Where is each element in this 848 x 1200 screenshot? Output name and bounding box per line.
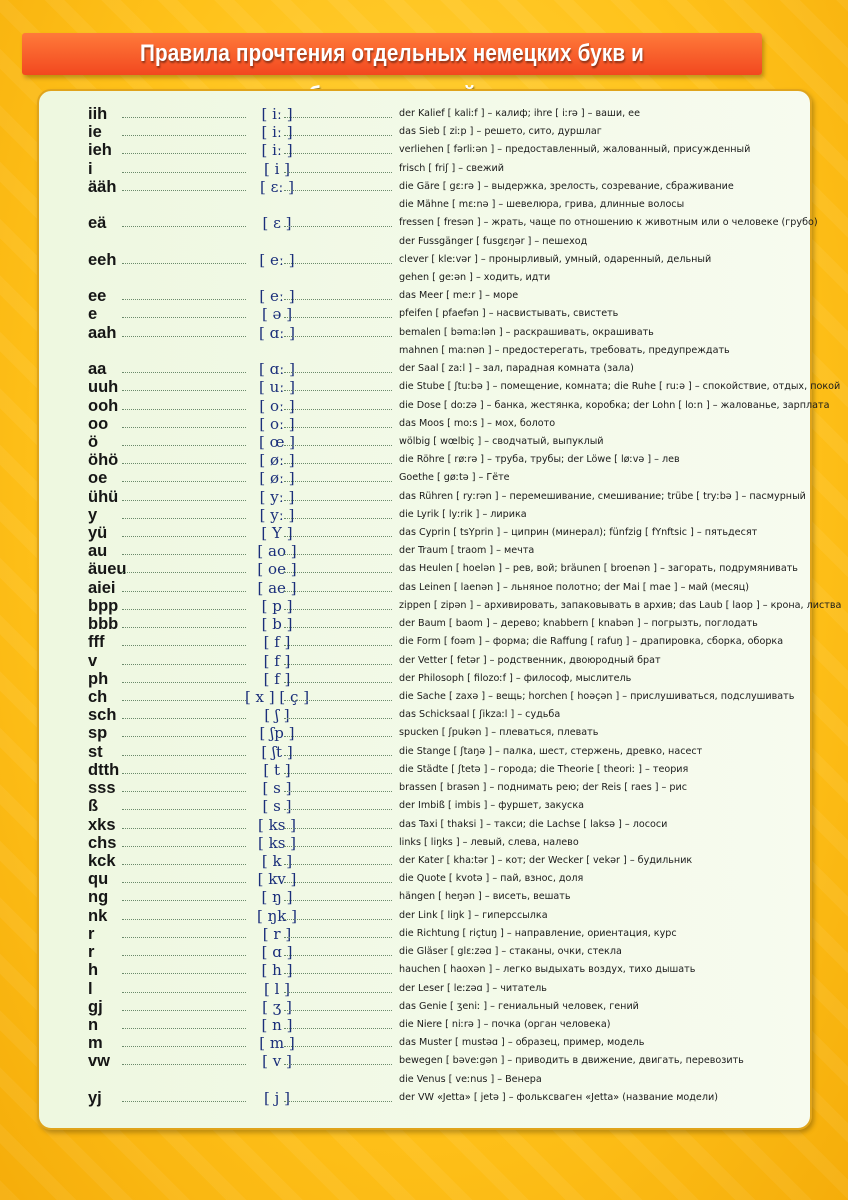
example-text: das Muster [ mustəɑ ] – образец, пример, модель	[399, 1037, 645, 1049]
transcription: [ f ]	[263, 651, 291, 670]
transcription: [ iː ]	[261, 141, 293, 160]
dotted-leader	[284, 682, 392, 683]
transcription: [ ks ]	[257, 815, 297, 834]
transcription: [ ɑː ]	[259, 323, 295, 342]
letter-combination: m	[88, 1034, 103, 1053]
example-text: das Sieb [ ziːp ] – решето, сито, дуршлаг	[399, 126, 602, 138]
example-text: die Quote [ kvotə ] – пай, взнос, доля	[399, 873, 584, 885]
transcription: [ œ ]	[258, 432, 296, 451]
letter-combination: chs	[88, 833, 117, 852]
example-text: das Genie [ ʒeniː ] – гениальный человек, гений	[399, 1000, 639, 1012]
letter-combination: sss	[88, 779, 116, 798]
dotted-leader	[284, 554, 392, 555]
letter-combination: bpp	[88, 596, 119, 615]
letter-combination: ee	[88, 287, 107, 306]
rule-row	[88, 141, 798, 159]
dotted-leader	[284, 645, 392, 646]
dotted-leader	[284, 718, 392, 719]
rule-row	[88, 196, 798, 214]
transcription: [ r ]	[262, 924, 292, 943]
letter-combination: h	[88, 961, 99, 980]
letter-combination: ch	[88, 688, 108, 706]
dotted-leader	[284, 336, 392, 337]
example-text: brassen [ brasən ] – поднимать рею; der Reis [ raes ] – рис	[399, 782, 687, 794]
letter-combination: gj	[88, 997, 103, 1016]
dotted-leader	[284, 117, 392, 118]
transcription: [ s ]	[262, 779, 292, 798]
rule-row	[88, 433, 798, 451]
example-text: der Leser [ leːzəɑ ] – читатель	[399, 982, 547, 994]
example-text: das Cyprin [ tsYprin ] – циприн (минерал); fünfzig [ fYnftsic ] – пятьдесят	[399, 527, 758, 539]
rule-row	[88, 342, 798, 360]
transcription: [ ao ]	[257, 542, 297, 561]
rule-row	[88, 469, 798, 487]
rule-row	[88, 670, 798, 688]
example-text: verliehen [ fərliːən ] – предоставленный, жалованный, присужденный	[399, 144, 751, 156]
rule-row	[88, 324, 798, 342]
example-text: spucken [ ʃpukən ] – плеваться, плевать	[399, 727, 599, 739]
transcription: [ øː ]	[259, 451, 295, 470]
transcription: [ v ]	[262, 1052, 292, 1071]
dotted-leader	[284, 955, 392, 956]
transcription: [ ks ]	[257, 833, 297, 852]
example-text: der Saal [ zaːl ] – зал, парадная комната (зала)	[399, 363, 634, 375]
dotted-leader	[284, 627, 392, 628]
example-text: hängen [ heŋən ] – висеть, вешать	[399, 891, 571, 903]
example-text: die Sache [ zaxə ] – вещь; horchen [ hoəçən ] – прислушиваться, подслушивать	[399, 691, 795, 702]
example-text: der VW «Jetta» [ jetə ] – фольксваген «Jetta» (название модели)	[399, 1091, 718, 1103]
transcription: [ yː ]	[259, 487, 295, 506]
transcription: [ ae ]	[257, 578, 297, 597]
dotted-leader	[284, 317, 392, 318]
transcription: [ uː ]	[259, 378, 295, 397]
example-text: der Kater [ khaːtər ] – кот; der Wecker [ vekər ] – будильник	[399, 854, 693, 866]
dotted-leader	[284, 900, 392, 901]
rule-row	[88, 160, 798, 178]
rule-row	[88, 105, 798, 123]
letter-combination: iih	[88, 105, 108, 123]
transcription: [ Y ]	[261, 524, 293, 543]
letter-combination: ö	[88, 432, 99, 451]
example-text: der Traum [ traom ] – мечта	[399, 545, 535, 557]
transcription: [ ɛ ]	[262, 214, 292, 233]
transcription: [ yː ]	[259, 505, 295, 524]
rule-row	[88, 724, 798, 742]
example-text: bewegen [ bəveːgən ] – приводить в движение, двигать, перевозить	[399, 1055, 744, 1067]
letter-combination: i	[88, 159, 93, 178]
letter-combination: äueu	[88, 560, 127, 579]
dotted-leader	[284, 190, 392, 191]
letter-combination: vw	[88, 1052, 111, 1071]
dotted-leader	[284, 226, 392, 227]
example-text: die Lyrik [ lyːrik ] – лирика	[399, 508, 527, 520]
example-text: die Richtung [ riçtuŋ ] – направление, ориентация, курс	[399, 927, 677, 939]
rule-row	[88, 269, 798, 287]
letter-combination: au	[88, 542, 108, 561]
dotted-leader	[284, 755, 392, 756]
letter-combination: r	[88, 924, 95, 943]
transcription: [ b ]	[261, 615, 293, 634]
dotted-leader	[284, 299, 392, 300]
rule-row	[88, 1034, 798, 1052]
transcription: [ ɛː ]	[259, 177, 295, 196]
letter-combination: fff	[88, 633, 105, 652]
rule-row	[88, 1052, 798, 1070]
rule-row	[88, 688, 798, 706]
transcription: [ ɑ ]	[261, 943, 293, 962]
letter-combination: ieh	[88, 141, 112, 160]
dotted-leader	[284, 736, 392, 737]
rule-row	[88, 378, 841, 397]
transcription: [ ʒ ]	[262, 997, 292, 1016]
example-text: die Niere [ niːrə ] – почка (орган человека)	[399, 1018, 611, 1030]
example-text: zippen [ zipən ] – архивировать, запаковывать в архив; das Laub [ laop ] – крона, листва	[399, 599, 842, 611]
rule-row	[88, 1071, 798, 1089]
letter-combination: nk	[88, 906, 108, 925]
letter-combination: aa	[88, 360, 107, 379]
dotted-leader	[284, 1064, 392, 1065]
example-text: frisch [ friʃ ] – свежий	[399, 162, 505, 174]
example-text: die Städte [ ʃtetə ] – города; die Theorie [ theoriː ] – теория	[399, 763, 689, 775]
example-text: das Meer [ meːr ] – море	[399, 290, 519, 302]
rule-row	[88, 615, 798, 633]
transcription: [ n ]	[261, 1015, 293, 1034]
example-text: Goethe [ gøːtə ] – Гёте	[399, 472, 510, 484]
example-text: das Taxi [ thaksi ] – такси; die Lachse [ laksə ] – лососи	[399, 818, 668, 830]
letter-combination: yü	[88, 524, 108, 543]
example-text: pfeifen [ pfaefən ] – насвистывать, свистеть	[399, 308, 619, 320]
rule-row	[88, 888, 798, 906]
letter-combination: r	[88, 943, 95, 962]
letter-combination: oe	[88, 469, 108, 488]
example-text: das Heulen [ hoelən ] – рев, вой; bräunen [ broenən ] – загорать, подрумянивать	[399, 563, 798, 575]
dotted-leader	[284, 409, 392, 410]
rule-row	[88, 961, 798, 979]
letter-combination: ß	[88, 797, 99, 816]
transcription: [ s ]	[262, 797, 292, 816]
example-text: mahnen [ maːnən ] – предостерегать, требовать, предупреждать	[399, 344, 730, 356]
example-text: das Rühren [ ryːrən ] – перемешивание, смешивание; trübe [ tryːbə ] – пасмурный	[399, 490, 806, 502]
rule-row	[88, 652, 798, 670]
transcription: [ x ] [ ç ]	[244, 688, 310, 706]
transcription: [ f ]	[263, 633, 291, 652]
example-text: der Link [ liŋk ] – гиперссылка	[399, 909, 548, 921]
example-text: die Stube [ ʃtuːbə ] – помещение, комната; die Ruhe [ ruːə ] – спокойствие, отдых, покой	[399, 381, 841, 393]
letter-combination: ng	[88, 888, 109, 907]
rule-row	[88, 1089, 798, 1107]
dotted-leader	[284, 992, 392, 993]
example-text: die Mähne [ mɛːnə ] – шевелюра, грива, длинные волосы	[399, 199, 685, 211]
dotted-leader	[284, 791, 392, 792]
dotted-leader	[284, 609, 392, 610]
letter-combination: st	[88, 742, 103, 761]
rule-row	[88, 542, 798, 560]
transcription: [ ɑː ]	[259, 360, 295, 379]
letter-combination: ie	[88, 123, 102, 142]
letter-combination: aah	[88, 323, 117, 342]
example-text: das Leinen [ laenən ] – льняное полотно; der Mai [ mae ] – май (месяц)	[399, 581, 750, 593]
transcription: [ oe ]	[257, 560, 297, 579]
transcription: [ iː ]	[261, 105, 293, 123]
transcription: [ ŋ ]	[261, 888, 293, 907]
rule-row	[88, 396, 830, 415]
rule-row	[88, 1016, 798, 1034]
rule-row	[88, 706, 798, 724]
rules-panel	[37, 89, 842, 1130]
letter-combination: ääh	[88, 177, 117, 196]
page-title: Правила прочтения отдельных немецких букв и	[139, 40, 645, 67]
rule-row	[88, 487, 806, 506]
example-text: das Moos [ moːs ] – мох, болото	[399, 417, 556, 429]
dotted-leader	[284, 500, 392, 501]
dotted-leader	[284, 809, 392, 810]
rule-row	[88, 214, 818, 233]
transcription: [ eː ]	[259, 287, 295, 306]
dotted-leader	[284, 937, 392, 938]
dotted-leader	[284, 828, 392, 829]
rule-row	[88, 415, 798, 433]
rule-row	[88, 907, 798, 925]
dotted-leader	[284, 518, 392, 519]
rule-row	[88, 870, 798, 888]
rule-row	[88, 506, 798, 524]
dotted-leader	[284, 536, 392, 537]
rule-row	[88, 925, 798, 943]
transcription: [ p ]	[261, 596, 293, 615]
example-text: die Dose [ doːzə ] – банка, жестянка, коробка; der Lohn [ loːn ] – жалованье, зарплата	[399, 399, 830, 411]
dotted-leader	[284, 172, 392, 173]
transcription: [ t ]	[263, 760, 291, 779]
rule-row	[88, 743, 798, 761]
rule-row	[88, 797, 798, 815]
dotted-leader	[284, 153, 392, 154]
rule-row	[88, 360, 798, 378]
rule-row	[88, 251, 798, 269]
transcription: [ ŋk ]	[257, 906, 297, 925]
letter-combination: v	[88, 651, 98, 670]
rule-row	[88, 560, 798, 578]
letter-combination: qu	[88, 870, 109, 889]
letter-combination: uuh	[88, 378, 119, 397]
dotted-leader	[284, 135, 392, 136]
letter-combination: l	[88, 979, 93, 998]
transcription: [ j ]	[264, 1088, 290, 1107]
dotted-leader	[284, 973, 392, 974]
example-text: bemalen [ bəmaːlən ] – раскрашивать, окрашивать	[399, 326, 654, 338]
letter-combination: oo	[88, 414, 109, 433]
letter-combination: bbb	[88, 615, 119, 634]
rule-row	[88, 305, 798, 323]
dotted-leader	[284, 1028, 392, 1029]
rule-row	[88, 943, 798, 961]
rule-row	[88, 524, 798, 542]
rule-row	[88, 980, 798, 998]
dotted-leader	[284, 572, 392, 573]
letter-combination: ph	[88, 669, 109, 688]
rule-row	[88, 287, 798, 305]
transcription: [ iː ]	[261, 123, 293, 142]
letter-combination: xks	[88, 815, 116, 834]
transcription: [ ʃ ]	[264, 706, 290, 725]
dotted-leader	[284, 773, 392, 774]
transcription: [ øː ]	[259, 469, 295, 488]
letter-combination: kck	[88, 851, 116, 870]
rule-row	[88, 123, 798, 141]
dotted-leader	[284, 445, 392, 446]
letter-combination: ooh	[88, 396, 119, 415]
rule-row	[88, 178, 798, 196]
letter-combination: eä	[88, 214, 107, 233]
transcription: [ ʃp ]	[259, 724, 295, 743]
dotted-leader	[284, 846, 392, 847]
example-text: das Schicksaal [ ʃikzaːl ] – судьба	[399, 709, 561, 721]
rule-row	[88, 633, 798, 651]
dotted-leader	[284, 372, 392, 373]
rule-row	[88, 852, 798, 870]
example-text: wölbig [ wœlbiç ] – сводчатый, выпуклый	[399, 435, 604, 447]
transcription: [ l ]	[263, 979, 291, 998]
rule-row	[88, 761, 798, 779]
example-text: der Baum [ baom ] – дерево; knabbern [ knabən ] – погрызть, поглодать	[399, 618, 758, 630]
example-text: links [ liŋks ] – левый, слева, налево	[399, 836, 579, 848]
rule-row	[88, 451, 798, 469]
example-text: der Imbiß [ imbis ] – фуршет, закуска	[399, 800, 584, 812]
dotted-leader	[284, 463, 392, 464]
transcription: [ k ]	[261, 851, 293, 870]
example-text: die Gäre [ gɛːrə ] – выдержка, зрелость, созревание, сбраживание	[399, 180, 734, 192]
rules-list	[88, 105, 842, 1107]
rule-row	[88, 816, 798, 834]
dotted-leader	[284, 427, 392, 428]
example-text: die Röhre [ røːrə ] – труба, трубы; der Löwe [ løːvə ] – лев	[399, 454, 680, 466]
rule-row	[88, 596, 842, 615]
dotted-leader	[284, 700, 392, 701]
transcription: [ h ]	[261, 961, 293, 980]
transcription: [ ʃt ]	[261, 742, 293, 761]
dotted-leader	[284, 1010, 392, 1011]
transcription: [ i ]	[263, 159, 291, 178]
dotted-leader	[284, 664, 392, 665]
letter-combination: öhö	[88, 451, 119, 470]
example-text: der Vetter [ fetər ] – родственник, двоюродный брат	[399, 654, 661, 666]
rule-row	[88, 579, 798, 597]
transcription: [ f ]	[263, 669, 291, 688]
transcription: [ kv ]	[257, 870, 297, 889]
letter-combination: sp	[88, 724, 108, 743]
example-text: die Gläser [ glɛːzəɑ ] – стаканы, очки, стекла	[399, 946, 622, 958]
example-text: der Philosoph [ filozoːf ] – философ, мыслитель	[399, 672, 632, 684]
transcription: [ m ]	[259, 1034, 295, 1053]
letter-combination: n	[88, 1015, 99, 1034]
dotted-leader	[284, 864, 392, 865]
dotted-leader	[284, 919, 392, 920]
letter-combination: aiei	[88, 578, 116, 597]
example-text: clever [ kleːvər ] – пронырливый, умный, одаренный, дельный	[399, 253, 712, 265]
transcription: [ ə ]	[261, 305, 293, 324]
rule-row	[88, 233, 798, 251]
example-text: die Venus [ veːnus ] – Венера	[399, 1073, 542, 1085]
dotted-leader	[284, 882, 392, 883]
dotted-leader	[284, 263, 392, 264]
dotted-leader	[284, 1046, 392, 1047]
letter-combination: sch	[88, 706, 117, 725]
letter-combination: eeh	[88, 250, 117, 269]
rule-row	[88, 779, 798, 797]
transcription: [ oː ]	[259, 414, 295, 433]
example-text: der Kalief [ kaliːf ] – калиф; ihre [ iːrə ] – ваши, ее	[399, 108, 640, 119]
letter-combination: y	[88, 505, 98, 524]
dotted-leader	[284, 591, 392, 592]
example-text: die Form [ foəm ] – форма; die Raffung [ rafuŋ ] – драпировка, сборка, оборка	[399, 636, 784, 648]
rule-row	[88, 998, 798, 1016]
rule-row	[88, 834, 798, 852]
letter-combination: dtth	[88, 760, 120, 779]
example-text: fressen [ fresən ] – жрать, чаще по отношению к животным или о человеке (грубо)	[399, 217, 818, 229]
title-banner	[22, 33, 762, 75]
example-text: die Stange [ ʃtaŋə ] – палка, шест, стержень, древко, насест	[399, 745, 703, 757]
letter-combination: yj	[88, 1088, 102, 1107]
example-text: gehen [ geːən ] – ходить, идти	[399, 271, 551, 283]
dotted-leader	[284, 1101, 392, 1102]
example-text: hauchen [ haoxən ] – легко выдыхать воздух, тихо дышать	[399, 964, 696, 976]
dotted-leader	[284, 481, 392, 482]
example-text: der Fussgänger [ fusgɛŋər ] – пешеход	[399, 235, 588, 247]
letter-combination: e	[88, 305, 98, 324]
letter-combination: ühü	[88, 487, 119, 506]
transcription: [ eː ]	[259, 250, 295, 269]
dotted-leader	[284, 390, 392, 391]
transcription: [ oː ]	[259, 396, 295, 415]
